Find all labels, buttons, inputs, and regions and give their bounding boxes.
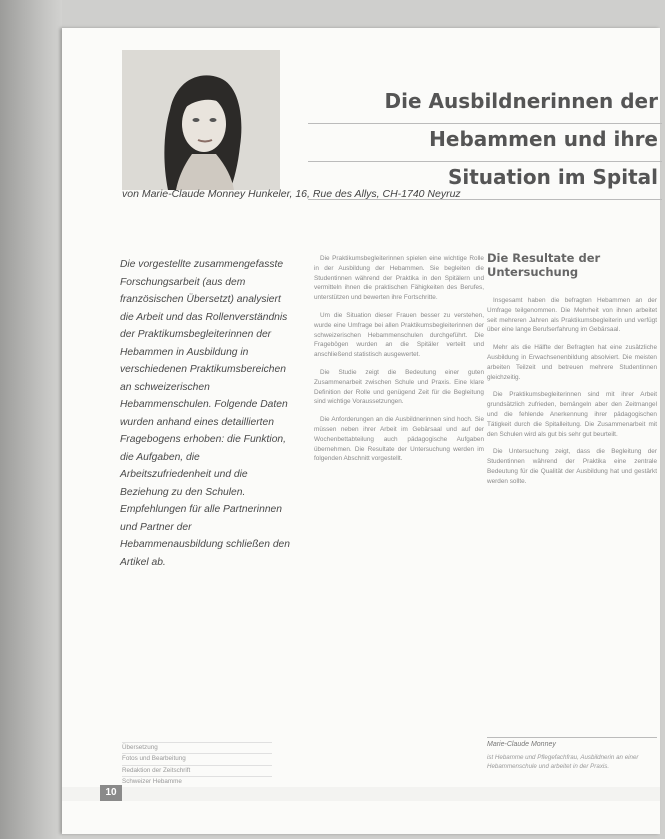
paragraph: Die Untersuchung zeigt, dass die Begleitung der Studentinnen während der Praktika eine zentrale Bedeutung für die Qualität der Ausbildung hat und gestärkt werden sollte. — [487, 448, 657, 485]
author-portrait-image — [122, 50, 280, 190]
title-line-3: Situation im Spital — [308, 162, 662, 200]
paragraph: Um die Situation dieser Frauen besser zu verstehen, wurde eine Umfrage bei allen Praktikumsbegleiterinnen der schweizerischen Hebammenschulen durchgeführt. Die Fragebögen wurden an die Spitäler verteilt und anschließend statistisch ausgewertet. — [314, 311, 484, 359]
credit-line: Schweizer Hebamme — [122, 776, 272, 787]
magazine-page — [62, 28, 660, 834]
body-column-middle — [314, 254, 484, 472]
author-signature-name: Marie-Claude Monney — [487, 741, 556, 748]
paragraph: Insgesamt haben die befragten Hebammen an der Umfrage teilgenommen. Die Mehrheit von ihnen arbeitet seit mehreren Jahren als Praktikumsbegleiterin und verfügt über eine lange Berufserfahrung im Gebärsaal. — [487, 297, 657, 334]
paragraph: Die Anforderungen an die Ausbildnerinnen sind hoch. Sie müssen neben ihrer Arbeit im Gebärsaal und auf der Wochenbettabteilung auch pädagogische Aufgaben übernehmen. Die Resultate der Untersuchung werden im folgenden Abschnitt vorgestellt. — [314, 416, 484, 463]
title-line-1: Die Ausbildnerinnen der — [308, 86, 662, 124]
body-column-right — [487, 296, 657, 495]
abstract: Die vorgestellte zusammengefasste Forschungsarbeit (aus dem französischen Übersetzt) analysiert die Arbeit und das Rollenverständnis der Praktikumsbegleiterinnen der Hebammen in Ausbildung in verschiedenen Praktikumsbereichen an schweizerischen Hebammenschulen. Folgende Daten wurden anhand eines detaillierten Fragebogens erhoben: die Funktion, die Aufgaben, die Arbeitszufriedenheit und die Beziehung zu den Schulen. Empfehlungen für alle Partnerinnen und Partner der Hebammenausbildung schließen den Artikel ab. — [120, 259, 291, 568]
paragraph: Die Praktikumsbegleiterinnen sind mit ihrer Arbeit grundsätzlich zufrieden, bemängeln aber den Zeitmangel und die fehlende Anerkennung ihrer pädagogischen Tätigkeit durch die Spitalleitung. Die Zusammenarbeit mit den Schulen wird als gut bis sehr gut beurteilt. — [487, 391, 657, 438]
paragraph: Mehr als die Hälfte der Befragten hat eine zusätzliche Ausbildung in Erwachsenenbildung absolviert. Die meisten arbeiten Teilzeit und betreuen mehrere Studentinnen gleichzeitig. — [487, 344, 657, 381]
binding-shadow — [0, 0, 62, 839]
page-number: 10 — [100, 785, 122, 801]
signature-divider — [487, 737, 657, 738]
paragraph: Die Praktikumsbegleiterinnen spielen eine wichtige Rolle in der Ausbildung der Hebammen. Sie begleiten die Studentinnen während der Praktika in den Spitälern und vermitteln ihnen die praktischen Fähigkeiten des Berufes, unterstützen und bewerten ihre Fortschritte. — [314, 255, 484, 302]
author-portrait — [122, 50, 280, 190]
byline: von Marie-Claude Monney Hunkeler, 16, Rue des Allys, CH-1740 Neyruz — [122, 188, 461, 200]
credit-line: Übersetzung — [122, 742, 272, 753]
footer-bar — [62, 787, 660, 801]
paragraph: Die Studie zeigt die Bedeutung einer guten Zusammenarbeit zwischen Schule und Praxis. Eine klare Definition der Rolle und genügend Zeit für die Begleitung sind wichtige Voraussetzungen. — [314, 368, 484, 406]
author-bio: ist Hebamme und Pflegefachfrau, Ausbildnerin an einer Hebammenschule und arbeitet in der Praxis. — [487, 754, 639, 770]
section-heading: Die Resultate der Untersuchung — [487, 251, 601, 279]
article-title — [308, 86, 662, 200]
credit-line: Fotos und Bearbeitung — [122, 753, 272, 764]
title-line-2: Hebammen und ihre — [308, 124, 662, 162]
credit-line: Redaktion der Zeitschrift — [122, 765, 272, 776]
